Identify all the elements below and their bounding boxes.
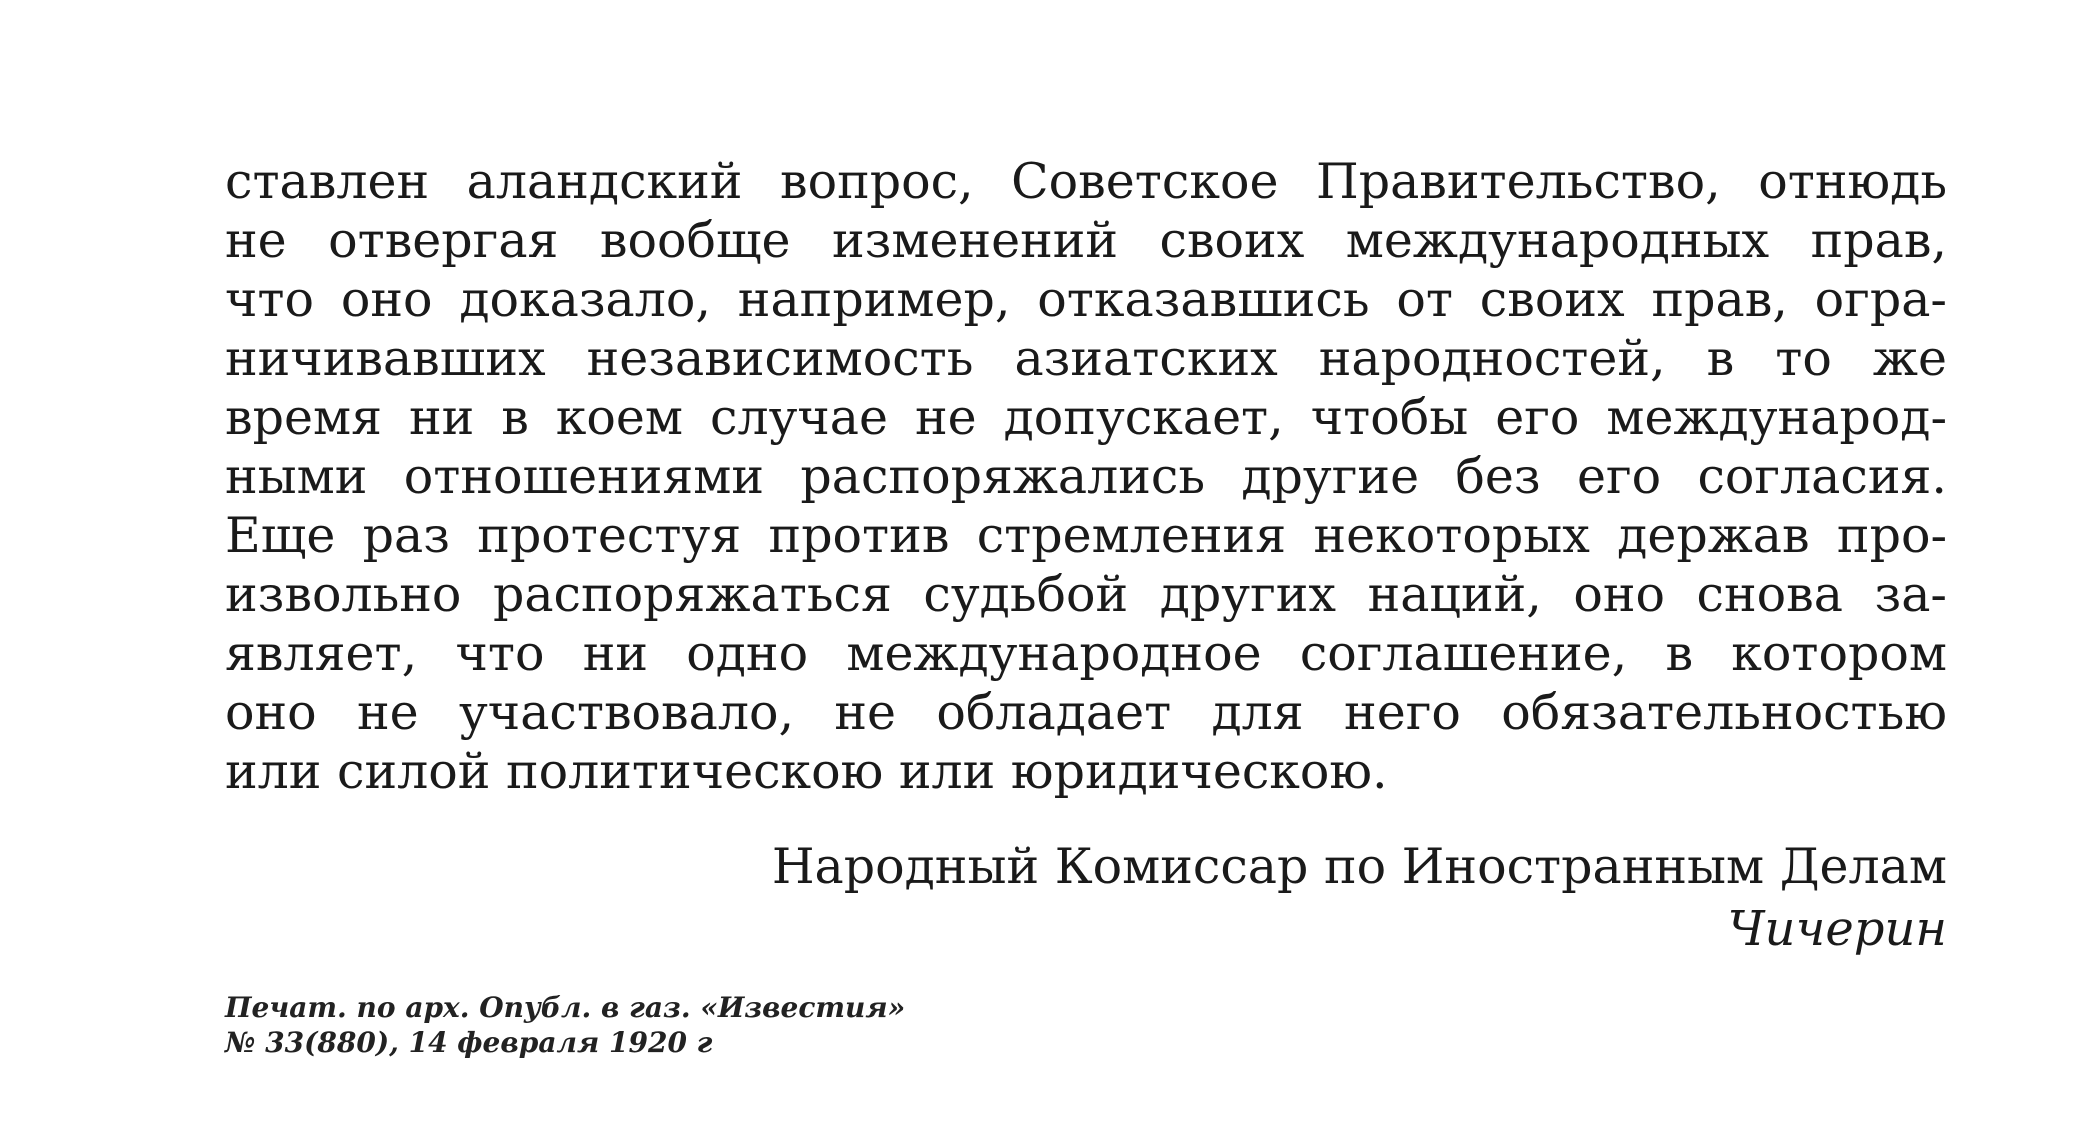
signer-name: Чичерин bbox=[1727, 901, 1947, 957]
source-note-line: № 33(880), 14 февраля 1920 г bbox=[225, 1026, 713, 1059]
body-line: ставлен аландский вопрос, Советское Правительство, отнюдь bbox=[225, 153, 1947, 210]
body-line: Еще раз протестуя против стремления некоторых держав про- bbox=[225, 507, 1947, 564]
signer-position: Народный Комиссар по Иностранным Делам bbox=[771, 838, 1947, 895]
body-line: что оно доказало, например, отказавшись от своих прав, огра- bbox=[225, 271, 1947, 328]
body-line: извольно распоряжаться судьбой других наций, оно снова за- bbox=[225, 566, 1947, 623]
body-line: время ни в коем случае не допускает, чтобы его международ- bbox=[225, 389, 1947, 446]
body-text bbox=[225, 152, 1947, 801]
body-line: ными отношениями распоряжались другие без его согласия. bbox=[225, 448, 1947, 505]
body-line: являет, что ни одно международное соглашение, в котором bbox=[225, 625, 1947, 682]
source-note bbox=[225, 990, 905, 1060]
signature-block bbox=[547, 836, 1947, 960]
body-line: ничивавших независимость азиатских народностей, в то же bbox=[225, 330, 1947, 387]
body-line: оно не участвовало, не обладает для него обязательностью bbox=[225, 684, 1947, 741]
source-note-line: Печат. по арх. Опубл. в газ. «Известия» bbox=[225, 991, 906, 1024]
body-line: не отвергая вообще изменений своих международных прав, bbox=[225, 212, 1947, 269]
body-line-last: или силой политическою или юридическою. bbox=[225, 743, 1388, 800]
